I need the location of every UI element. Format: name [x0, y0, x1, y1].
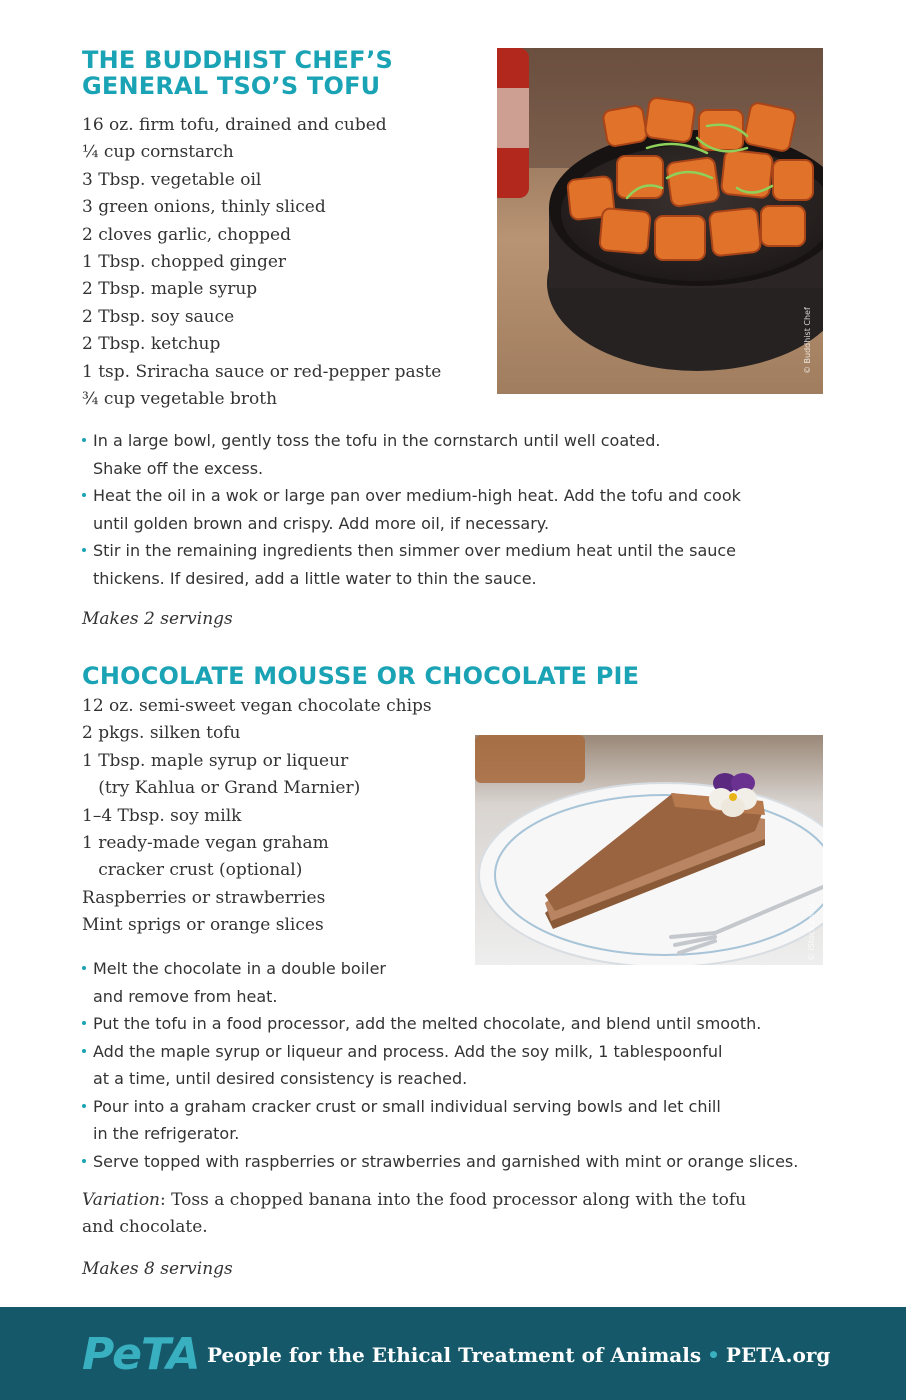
step-item [82, 955, 832, 1010]
ingredient-item [82, 830, 432, 857]
bullet-icon [82, 1104, 86, 1108]
ingredient-text: 2 pkgs. silken tofu [82, 723, 241, 744]
step-text: Stir in the remaining ingredients then simmer over medium heat until the sauce thickens. If desired, add a little water to thin the sauce. [93, 541, 737, 588]
ingredient-item [82, 857, 432, 884]
step-item [82, 537, 822, 592]
variation-label: Variation [82, 1190, 161, 1210]
ingredient-text: 1–4 Tbsp. soy milk [82, 805, 242, 826]
ingredient-item [82, 748, 432, 775]
bullet-icon [82, 1159, 86, 1163]
ingredient-text: 2 Tbsp. maple syrup [82, 279, 258, 300]
recipe2-steps [82, 955, 832, 1175]
recipe2-variation [82, 1187, 746, 1241]
tofu-photo-credit: © Buddhist Chef [803, 307, 812, 374]
variation-text-2: and chocolate. [82, 1217, 208, 1237]
bullet-icon [82, 1049, 86, 1053]
recipe1-title-line2: GENERAL TSO’S TOFU [82, 72, 381, 100]
recipe2-servings: Makes 8 servings [82, 1259, 233, 1279]
recipe2-ingredients [82, 693, 432, 940]
ingredient-item [82, 194, 441, 221]
step-item [82, 1038, 832, 1093]
step-text: Heat the oil in a wok or large pan over medium-high heat. Add the tofu and cook until golden brown and crispy. Add more oil, if necessary. [93, 486, 741, 533]
ingredient-item [82, 912, 432, 939]
recipe2-title: CHOCOLATE MOUSSE OR CHOCOLATE PIE [82, 662, 640, 690]
ingredient-item [82, 386, 441, 413]
ingredient-item [82, 885, 432, 912]
peta-logo: PeTA [82, 1329, 200, 1380]
ingredient-text: 1 Tbsp. chopped ginger [82, 252, 287, 273]
recipe1-steps [82, 427, 822, 592]
ingredient-item [82, 222, 441, 249]
ingredient-text: 1 ready-made vegan graham [82, 833, 329, 854]
footer-url[interactable]: PETA.org [725, 1343, 831, 1367]
ingredient-text: 1 tsp. Sriracha sauce or red-pepper paste [82, 361, 442, 382]
recipe1-ingredients [82, 112, 441, 413]
ingredient-text: ¾ cup vegetable broth [82, 389, 278, 410]
ingredient-text: Raspberries or strawberries [82, 887, 326, 908]
step-item [82, 1010, 832, 1038]
step-item [82, 427, 822, 482]
bullet-icon [82, 493, 86, 497]
ingredient-item [82, 803, 432, 830]
step-text: Pour into a graham cracker crust or small individual serving bowls and let chill in the refrigerator. [93, 1096, 721, 1143]
footer-bar [0, 1307, 906, 1400]
ingredient-text: 2 Tbsp. soy sauce [82, 306, 235, 327]
ingredient-text: 3 Tbsp. vegetable oil [82, 169, 262, 190]
step-text: Melt the chocolate in a double boiler and remove from heat. [93, 959, 386, 1006]
bullet-icon [82, 438, 86, 442]
bullet-icon [82, 966, 86, 970]
step-text: Put the tofu in a food processor, add the melted chocolate, and blend until smooth. [93, 1014, 762, 1033]
ingredient-item [82, 139, 441, 166]
step-item [82, 482, 822, 537]
footer-org-name: People for the Ethical Treatment of Animals [207, 1343, 702, 1367]
ingredient-item [82, 359, 441, 386]
bullet-icon [82, 548, 86, 552]
step-item [82, 1093, 832, 1148]
recipe1-title-line1: THE BUDDHIST CHEF’S [82, 46, 393, 74]
ingredient-item [82, 693, 432, 720]
ingredient-item [82, 331, 441, 358]
ingredient-text: 3 green onions, thinly sliced [82, 197, 326, 218]
ingredient-text: 2 Tbsp. ketchup [82, 334, 221, 355]
ingredient-text: Mint sprigs or orange slices [82, 915, 324, 936]
ingredient-item [82, 249, 441, 276]
ingredient-item [82, 720, 432, 747]
chocolate-pie-photo [475, 735, 823, 965]
ingredient-item [82, 276, 441, 303]
step-item [82, 1148, 832, 1176]
pie-photo-credit: © iStock.com/... [807, 896, 816, 961]
footer-separator: • [707, 1343, 720, 1367]
ingredient-text: 12 oz. semi-sweet vegan chocolate chips [82, 696, 432, 716]
ingredient-text: cracker crust (optional) [82, 860, 303, 881]
recipe1-title [82, 47, 393, 99]
variation-text: : Toss a chopped banana into the food processor along with the tofu [160, 1190, 747, 1210]
footer-tagline [207, 1343, 830, 1367]
ingredient-text: ¼ cup cornstarch [82, 142, 234, 163]
ingredient-item [82, 304, 441, 331]
ingredient-item [82, 775, 432, 802]
chocolate-pie-image [475, 735, 823, 965]
ingredient-item [82, 167, 441, 194]
step-text: Serve topped with raspberries or strawberries and garnished with mint or orange slices. [93, 1151, 799, 1171]
general-tso-tofu-photo [497, 48, 823, 394]
general-tso-tofu-image [497, 48, 823, 394]
step-text: In a large bowl, gently toss the tofu in the cornstarch until well coated. Shake off the excess. [93, 431, 661, 478]
ingredient-text: 2 cloves garlic, chopped [82, 224, 291, 245]
ingredient-text: 16 oz. firm tofu, drained and cubed [82, 115, 387, 135]
ingredient-item [82, 112, 441, 139]
bullet-icon [82, 1021, 86, 1025]
recipe1-servings: Makes 2 servings [82, 609, 233, 629]
ingredient-text: 1 Tbsp. maple syrup or liqueur [82, 750, 349, 771]
step-text: Add the maple syrup or liqueur and process. Add the soy milk, 1 tablespoonful at a time, until desired consistency is reached. [93, 1041, 723, 1088]
ingredient-text: (try Kahlua or Grand Marnier) [82, 778, 361, 799]
